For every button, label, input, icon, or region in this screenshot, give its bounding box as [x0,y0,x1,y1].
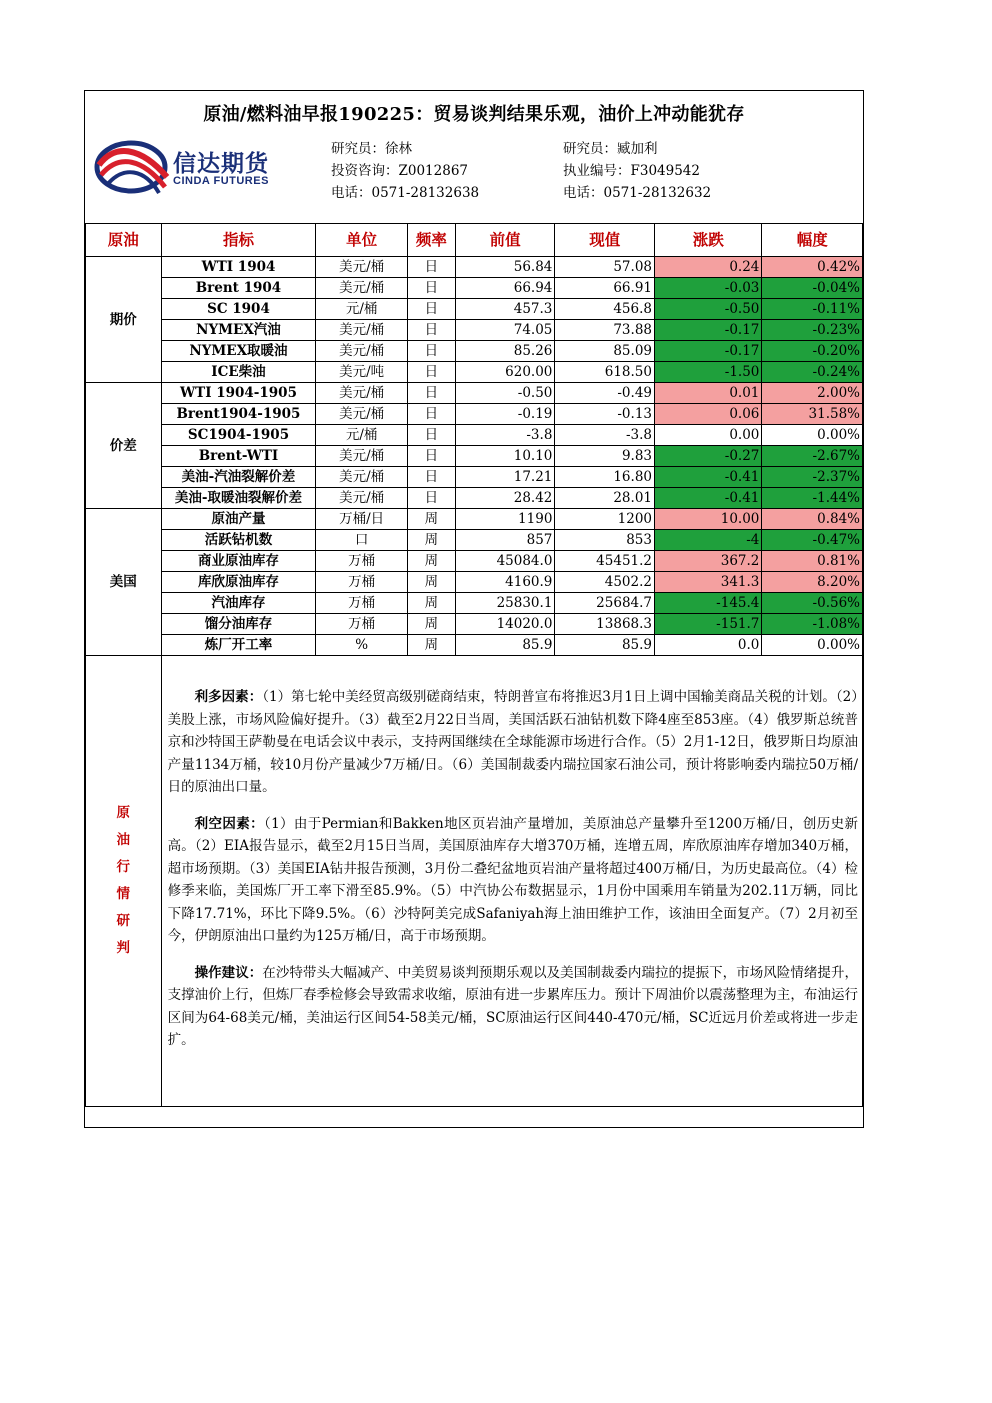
column-header: 涨跌 [655,224,762,257]
percent-change-cell: 0.42% [762,257,863,278]
report-sheet [84,90,864,1128]
paragraph-text: （1）第七轮中美经贸高级别磋商结束，特朗普宣布将推迟3月1日上调中国输美商品关税的计划。（2）美股上涨，市场风险偏好提升。（3）截至2月22日当周，美国活跃石油钻机数下降4座至853座。（4）俄罗斯总统普京和沙特国王萨勒曼在电话会议中表示，支持两国继续在全球能源市场进行合作。（5）2月1-12日，俄罗斯日均原油产量1134万桶，较10月份产量减少7万桶/日。（6）美国制裁委内瑞拉国家石油公司，预计将影响委内瑞拉50万桶/日的原油出口量。 [167,689,859,795]
change-cell: -0.27 [655,446,762,467]
report-header [85,91,863,223]
indicator-cell: 活跃钻机数 [161,530,316,551]
previous-value-cell: -0.19 [455,404,555,425]
table-row [86,383,863,404]
previous-value-cell: 10.10 [455,446,555,467]
change-cell: 0.24 [655,257,762,278]
indicator-cell: NYMEX取暖油 [161,341,316,362]
frequency-cell: 日 [407,341,455,362]
page-title: 原油/燃料油早报190225：贸易谈判结果乐观，油价上冲动能犹存 [203,104,745,125]
paragraph-text: （1）由于Permian和Bakken地区页岩油产量增加，美原油总产量攀升至1200万桶/日，创历史新高。（2）EIA报告显示，截至2月15日当周，美国原油库存大增370万桶，连增五周，库欣原油库存增加340万桶，超市场预期。（3）美国EIA钻井报告预测，3月份二叠纪盆地页岩油产量将超过400万桶/日，为历史最高位。（4）检修季来临，美国炼厂开工率下滑至85.9%。（5）中汽协公布数据显示，1月份中国乘用车销量为202.11万辆，同比下降17.71%，环比下降9.5%。（6）沙特阿美完成Safaniyah海上油田维护工作，该油田全面复产。（7）2月初至今，伊朗原油出口量约为125万桶/日，高于市场预期。 [167,815,858,944]
unit-cell: 美元/桶 [316,257,408,278]
frequency-cell: 周 [407,635,455,656]
previous-value-cell: 17.21 [455,467,555,488]
percent-change-cell: -1.44% [762,488,863,509]
current-value-cell: 85.9 [555,635,655,656]
indicator-cell: NYMEX汽油 [161,320,316,341]
percent-change-cell: -0.56% [762,593,863,614]
indicator-cell: SC1904-1905 [161,425,316,446]
current-value-cell: 85.09 [555,341,655,362]
change-cell: -1.50 [655,362,762,383]
table-row [86,446,863,467]
unit-cell: 万桶 [316,551,408,572]
column-header: 现值 [555,224,655,257]
indicator-cell: 原油产量 [161,509,316,530]
column-header: 指标 [161,224,316,257]
previous-value-cell: 620.00 [455,362,555,383]
table-row [86,551,863,572]
indicator-cell: Brent-WTI [161,446,316,467]
indicator-cell: SC 1904 [161,299,316,320]
change-cell: 0.0 [655,635,762,656]
percent-change-cell: -2.37% [762,467,863,488]
frequency-cell: 日 [407,467,455,488]
paragraph-heading: 利多因素： [194,689,263,705]
unit-cell: 美元/桶 [316,404,408,425]
percent-change-cell: 0.84% [762,509,863,530]
current-value-cell: 28.01 [555,488,655,509]
table-row [86,362,863,383]
table-row [86,488,863,509]
previous-value-cell: 457.3 [455,299,555,320]
table-row [86,635,863,656]
unit-cell: 口 [316,530,408,551]
paragraph-heading: 利空因素： [194,815,264,832]
change-cell: -0.41 [655,467,762,488]
table-row [86,530,863,551]
unit-cell: 美元/桶 [316,467,408,488]
analysis-label-char: 判 [116,940,131,956]
change-cell: -4 [655,530,762,551]
current-value-cell: 25684.7 [555,593,655,614]
unit-cell: 美元/桶 [316,278,408,299]
percent-change-cell: 31.58% [762,404,863,425]
analysis-body [161,656,862,1107]
analysis-row [86,656,863,1107]
percent-change-cell: -0.24% [762,362,863,383]
percent-change-cell: -0.04% [762,278,863,299]
current-value-cell: 853 [555,530,655,551]
percent-change-cell: 8.20% [762,572,863,593]
current-value-cell: 45451.2 [555,551,655,572]
data-table [85,223,863,1107]
frequency-cell: 周 [407,572,455,593]
analysis-paragraph [168,962,858,1052]
current-value-cell: 73.88 [555,320,655,341]
unit-cell: 美元/桶 [316,383,408,404]
unit-cell: 万桶 [316,572,408,593]
analysis-label-char: 研 [116,913,131,929]
frequency-cell: 周 [407,530,455,551]
previous-value-cell: 857 [455,530,555,551]
analysis-label [86,656,162,1107]
indicator-cell: WTI 1904 [161,257,316,278]
current-value-cell: 618.50 [555,362,655,383]
unit-cell: 元/桶 [316,299,408,320]
table-row [86,278,863,299]
column-header: 单位 [316,224,408,257]
frequency-cell: 日 [407,320,455,341]
percent-change-cell: -0.23% [762,320,863,341]
frequency-cell: 日 [407,488,455,509]
group-label: 价差 [86,383,162,509]
current-value-cell: -0.49 [555,383,655,404]
current-value-cell: -3.8 [555,425,655,446]
change-cell: 367.2 [655,551,762,572]
table-row [86,341,863,362]
change-cell: -145.4 [655,593,762,614]
column-header: 前值 [455,224,555,257]
previous-value-cell: 14020.0 [455,614,555,635]
company-logo [93,137,283,197]
analysis-label-char: 油 [116,832,131,848]
indicator-cell: Brent1904-1905 [161,404,316,425]
previous-value-cell: 66.94 [455,278,555,299]
unit-cell: 美元/桶 [316,446,408,467]
table-row [86,572,863,593]
table-row [86,320,863,341]
previous-value-cell: 1190 [455,509,555,530]
unit-cell: 美元/吨 [316,362,408,383]
previous-value-cell: -0.50 [455,383,555,404]
unit-cell: 万桶 [316,614,408,635]
frequency-cell: 日 [407,425,455,446]
group-label: 期价 [86,257,162,383]
unit-cell: 万桶 [316,593,408,614]
frequency-cell: 周 [407,551,455,572]
change-cell: 10.00 [655,509,762,530]
percent-change-cell: 0.81% [762,551,863,572]
indicator-cell: ICE柴油 [161,362,316,383]
previous-value-cell: 85.26 [455,341,555,362]
percent-change-cell: -0.20% [762,341,863,362]
indicator-cell: 炼厂开工率 [161,635,316,656]
previous-value-cell: 45084.0 [455,551,555,572]
current-value-cell: 9.83 [555,446,655,467]
change-cell: -0.50 [655,299,762,320]
table-row [86,593,863,614]
change-cell: -0.17 [655,341,762,362]
unit-cell: 万桶/日 [316,509,408,530]
paragraph-heading: 操作建议： [194,964,263,981]
frequency-cell: 日 [407,278,455,299]
researcher-2-phone: 电话：0571-28132632 [563,185,712,201]
indicator-cell: 美油-汽油裂解价差 [161,467,316,488]
cinda-logo-icon [93,137,173,197]
change-cell: -0.41 [655,488,762,509]
analysis-label-char: 情 [116,886,131,902]
indicator-cell: Brent 1904 [161,278,316,299]
previous-value-cell: -3.8 [455,425,555,446]
percent-change-cell: 0.00% [762,425,863,446]
researcher-1-id: 投资咨询：Z0012867 [331,163,469,179]
group-label: 美国 [86,509,162,656]
table-row [86,467,863,488]
current-value-cell: -0.13 [555,404,655,425]
current-value-cell: 16.80 [555,467,655,488]
column-header: 幅度 [762,224,863,257]
table-row [86,299,863,320]
indicator-cell: WTI 1904-1905 [161,383,316,404]
paragraph-text: 在沙特带头大幅减产、中美贸易谈判预期乐观以及美国制裁委内瑞拉的提振下，市场风险情绪提升，支撑油价上行，但炼厂春季检修会导致需求收缩，原油有进一步累库压力。预计下周油价以震荡整理为主，布油运行区间为64-68美元/桶，美油运行区间54-58美元/桶，SC原油运行区间440-470元/桶，SC近远月价差或将进一步走扩。 [167,964,859,1048]
logo-cn-text: 信达期货 [173,151,269,177]
current-value-cell: 4502.2 [555,572,655,593]
frequency-cell: 日 [407,362,455,383]
frequency-cell: 日 [407,257,455,278]
change-cell: 0.00 [655,425,762,446]
frequency-cell: 日 [407,404,455,425]
indicator-cell: 馏分油库存 [161,614,316,635]
table-row [86,509,863,530]
percent-change-cell: 0.00% [762,635,863,656]
researcher-2-id: 执业编号：F3049542 [563,163,700,179]
percent-change-cell: -1.08% [762,614,863,635]
previous-value-cell: 25830.1 [455,593,555,614]
logo-en-text: CINDA FUTURES [173,175,269,187]
current-value-cell: 456.8 [555,299,655,320]
percent-change-cell: -0.47% [762,530,863,551]
researcher-1-name: 研究员：徐林 [331,141,412,157]
current-value-cell: 1200 [555,509,655,530]
change-cell: -151.7 [655,614,762,635]
indicator-cell: 库欣原油库存 [161,572,316,593]
percent-change-cell: -2.67% [762,446,863,467]
researcher-1-phone: 电话：0571-28132638 [331,185,480,201]
table-row [86,257,863,278]
percent-change-cell: 2.00% [762,383,863,404]
previous-value-cell: 85.9 [455,635,555,656]
unit-cell: % [316,635,408,656]
unit-cell: 美元/桶 [316,488,408,509]
unit-cell: 美元/桶 [316,320,408,341]
change-cell: 0.01 [655,383,762,404]
indicator-cell: 汽油库存 [161,593,316,614]
change-cell: -0.03 [655,278,762,299]
indicator-cell: 美油-取暖油裂解价差 [161,488,316,509]
table-header-row [86,224,863,257]
analysis-label-char: 行 [116,859,131,875]
indicator-cell: 商业原油库存 [161,551,316,572]
frequency-cell: 周 [407,614,455,635]
change-cell: 0.06 [655,404,762,425]
unit-cell: 元/桶 [316,425,408,446]
column-header: 频率 [407,224,455,257]
previous-value-cell: 4160.9 [455,572,555,593]
researcher-2-name: 研究员：臧加利 [563,141,658,157]
analysis-label-char: 原 [116,805,131,821]
table-row [86,425,863,446]
analysis-paragraph [168,686,858,799]
analysis-paragraph [168,813,858,948]
current-value-cell: 66.91 [555,278,655,299]
current-value-cell: 57.08 [555,257,655,278]
table-row [86,614,863,635]
previous-value-cell: 28.42 [455,488,555,509]
previous-value-cell: 56.84 [455,257,555,278]
frequency-cell: 周 [407,593,455,614]
current-value-cell: 13868.3 [555,614,655,635]
table-row [86,404,863,425]
previous-value-cell: 74.05 [455,320,555,341]
frequency-cell: 日 [407,446,455,467]
frequency-cell: 日 [407,383,455,404]
frequency-cell: 周 [407,509,455,530]
percent-change-cell: -0.11% [762,299,863,320]
change-cell: 341.3 [655,572,762,593]
column-header: 原油 [86,224,162,257]
frequency-cell: 日 [407,299,455,320]
unit-cell: 美元/桶 [316,341,408,362]
change-cell: -0.17 [655,320,762,341]
